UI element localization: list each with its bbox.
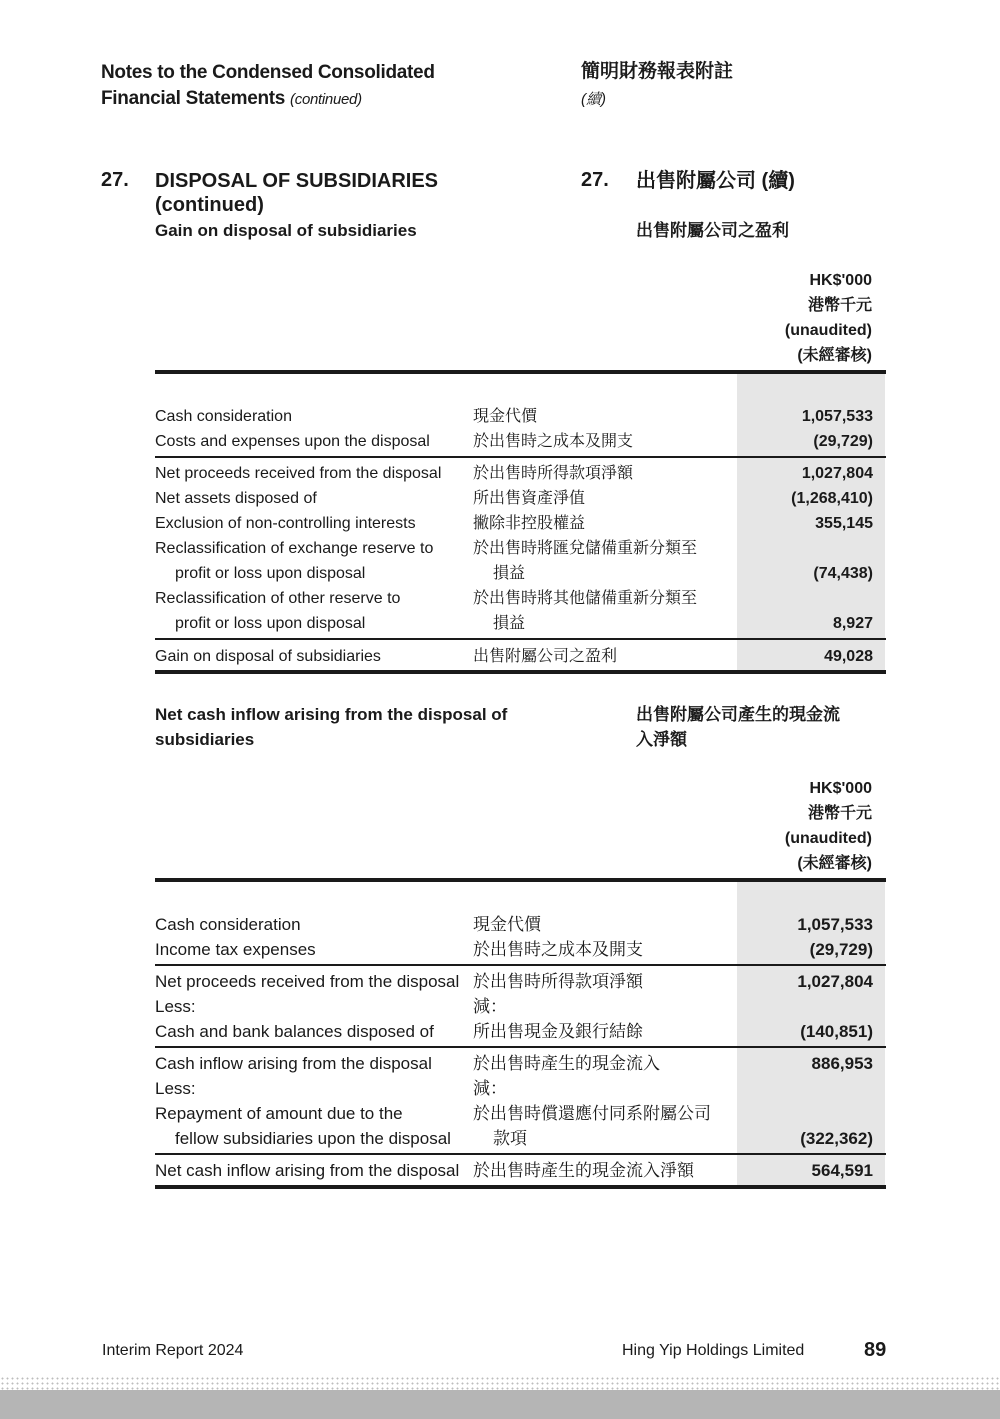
row-label-en: Reclassification of exchange reserve to <box>155 540 434 557</box>
row-label-en: Gain on disposal of subsidiaries <box>155 648 381 665</box>
row-label-en-cont: fellow subsidiaries upon the disposal <box>175 1129 451 1148</box>
table-row <box>155 1101 886 1126</box>
row-value: (140,851) <box>800 1022 873 1041</box>
header-line-1: Notes to the Condensed Consolidated <box>101 62 435 83</box>
row-label-zh: 減： <box>473 997 507 1016</box>
section-number-zh: 27. <box>581 169 609 191</box>
table-row-total <box>155 644 886 669</box>
table-row <box>155 429 886 454</box>
row-label-en: Less: <box>155 997 196 1016</box>
table1-col-status-en: (unaudited) <box>784 322 872 339</box>
row-label-zh: 於出售時產生的現金流入淨額 <box>473 1161 694 1180</box>
row-label-zh: 現金代價 <box>473 915 541 934</box>
row-value: 1,027,804 <box>801 465 873 482</box>
row-label-zh-cont: 損益 <box>493 565 526 582</box>
footer-company: Hing Yip Holdings Limited <box>622 1342 805 1359</box>
header-continued: (continued) <box>290 91 362 108</box>
row-value: (29,729) <box>813 433 873 450</box>
row-label-en: Net proceeds received from the disposal <box>155 972 460 991</box>
row-label-zh: 於出售時之成本及開支 <box>473 433 634 450</box>
table-row <box>155 461 886 486</box>
table1-top-rule <box>155 370 886 374</box>
table2-subtotal-rule-3 <box>155 1153 886 1155</box>
section-title-en-line1: DISPOSAL OF SUBSIDIARIES <box>155 170 439 192</box>
row-label-zh: 於出售時所得款項淨額 <box>473 972 643 991</box>
table2-col-status-zh: (未經審核) <box>797 855 872 872</box>
table-row <box>155 1019 886 1044</box>
row-label-en: Cash inflow arising from the disposal <box>155 1054 432 1073</box>
row-label-en: Cash consideration <box>155 408 292 425</box>
table-row <box>155 1051 886 1076</box>
table-row <box>155 969 886 994</box>
row-label-en: Exclusion of non-controlling interests <box>155 515 416 532</box>
table1-column-header <box>785 268 872 368</box>
row-value: (74,438) <box>813 565 873 582</box>
section-title-en-line2: (continued) <box>155 194 264 216</box>
table2-title-zh-line2: 入淨額 <box>636 730 687 749</box>
row-value: (29,729) <box>809 940 873 959</box>
running-header-en <box>101 60 435 113</box>
section-title-zh: 出售附屬公司 (續) <box>636 170 795 192</box>
row-label-en: Repayment of amount due to the <box>155 1104 403 1123</box>
table-row <box>155 404 886 429</box>
row-value: 8,927 <box>832 615 873 632</box>
table-row <box>155 937 886 962</box>
row-label-en: Net assets disposed of <box>155 490 317 507</box>
table1-subtotal-rule-1 <box>155 456 886 458</box>
row-label-en-cont: profit or loss upon disposal <box>175 565 366 582</box>
table2-subtotal-rule-1 <box>155 964 886 966</box>
row-label-en: Income tax expenses <box>155 940 316 959</box>
table2-title-en <box>155 702 507 752</box>
table-row <box>155 511 886 536</box>
table2-col-currency-en: HK$'000 <box>809 780 872 797</box>
table2-bottom-rule <box>155 1185 886 1189</box>
header-line-2-text: Financial Statements <box>101 88 286 109</box>
row-label-en: Cash consideration <box>155 915 301 934</box>
table2-title-en-line2: subsidiaries <box>155 730 255 749</box>
row-value: 1,057,533 <box>801 408 873 425</box>
table-row-total <box>155 1158 886 1183</box>
row-label-zh: 於出售時之成本及開支 <box>473 940 643 959</box>
section-title-en <box>155 169 438 217</box>
table1-col-currency-en: HK$'000 <box>809 272 872 289</box>
row-label-zh: 減： <box>473 1079 507 1098</box>
table-row <box>155 994 886 1019</box>
table-row <box>155 912 886 937</box>
table1-title-en: Gain on disposal of subsidiaries <box>155 221 417 240</box>
table1-col-status-zh: (未經審核) <box>797 347 872 364</box>
table-row-continuation <box>155 561 886 586</box>
table-row <box>155 536 886 561</box>
row-label-en: Net proceeds received from the disposal <box>155 465 442 482</box>
row-value: 1,027,804 <box>797 972 873 991</box>
row-label-en: Cash and bank balances disposed of <box>155 1022 434 1041</box>
row-label-zh: 所出售現金及銀行結餘 <box>473 1022 643 1041</box>
section-number-en: 27. <box>101 169 129 191</box>
table2-title-zh-line1: 出售附屬公司產生的現金流 <box>636 705 840 724</box>
table-row <box>155 586 886 611</box>
running-header-zh <box>581 58 733 114</box>
row-label-zh: 於出售時所得款項淨額 <box>473 465 634 482</box>
table2-column-header <box>785 776 872 876</box>
row-label-zh: 撇除非控股權益 <box>473 515 586 532</box>
row-label-zh-cont: 款項 <box>493 1129 527 1148</box>
row-label-en: Costs and expenses upon the disposal <box>155 433 430 450</box>
header-zh-continued: (續) <box>581 91 606 108</box>
table2-title-zh <box>636 702 840 752</box>
row-label-zh: 於出售時償還應付同系附屬公司 <box>473 1104 711 1123</box>
table2-col-status-en: (unaudited) <box>784 830 872 847</box>
table2-top-rule <box>155 878 886 882</box>
table-row <box>155 486 886 511</box>
footer-dot-pattern <box>0 1376 1000 1390</box>
row-label-zh: 於出售時將其他儲備重新分類至 <box>473 590 698 607</box>
row-label-en: Net cash inflow arising from the disposal <box>155 1161 460 1180</box>
row-value: (322,362) <box>800 1129 873 1148</box>
row-label-zh: 現金代價 <box>473 408 538 425</box>
table1-subtotal-rule-2 <box>155 638 886 640</box>
row-label-zh: 出售附屬公司之盈利 <box>473 648 618 665</box>
table1-bottom-rule <box>155 670 886 674</box>
row-value: (1,268,410) <box>791 490 873 507</box>
row-label-en-cont: profit or loss upon disposal <box>175 615 366 632</box>
row-value: 564,591 <box>811 1161 873 1180</box>
row-value: 886,953 <box>811 1054 873 1073</box>
header-line-2 <box>101 86 435 113</box>
page-number: 89 <box>864 1339 887 1361</box>
row-label-en: Reclassification of other reserve to <box>155 590 401 607</box>
table1-title-zh: 出售附屬公司之盈利 <box>636 221 789 240</box>
table-row-continuation <box>155 1126 886 1151</box>
table-row <box>155 1076 886 1101</box>
row-label-zh: 所出售資產淨值 <box>473 490 586 507</box>
row-value: 1,057,533 <box>797 915 873 934</box>
row-label-en: Less: <box>155 1079 196 1098</box>
table2-col-currency-zh: 港幣千元 <box>807 805 872 822</box>
table-row-continuation <box>155 611 886 636</box>
row-value: 355,145 <box>815 515 873 532</box>
header-zh-title: 簡明財務報表附註 <box>581 61 734 82</box>
table2-title-en-line1: Net cash inflow arising from the disposal of <box>155 705 508 724</box>
row-label-zh-cont: 損益 <box>493 615 526 632</box>
table2-subtotal-rule-2 <box>155 1046 886 1048</box>
table1-col-currency-zh: 港幣千元 <box>807 297 872 314</box>
footer-bar <box>0 1390 1000 1419</box>
row-label-zh: 於出售時產生的現金流入 <box>473 1054 660 1073</box>
row-value: 49,028 <box>824 648 873 665</box>
footer-report: Interim Report 2024 <box>102 1342 244 1359</box>
row-label-zh: 於出售時將匯兌儲備重新分類至 <box>473 540 698 557</box>
